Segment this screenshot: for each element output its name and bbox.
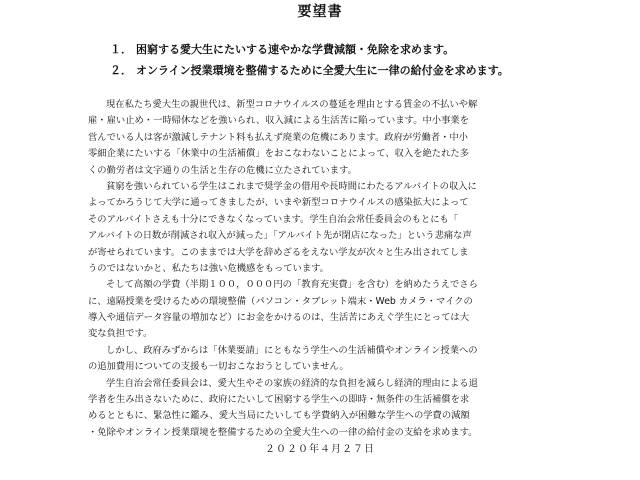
body-line: くの勤労者は文字通りの生活と生存の危機に立たされています。 — [88, 164, 357, 176]
body-line: よってかろうじて大学に通ってきましたが、いまや新型コロナウイルスの感染拡大によって — [88, 197, 469, 209]
body-line: 零細企業にたいする「休業中の生活補償」をおこなわないことによって、収入を絶たれた多 — [88, 148, 469, 160]
body-line: そして高額の学費（半期１００，０００円の「教育充実費」を含む）を納めたうえでさら — [106, 279, 478, 291]
demand-text: 困窮する愛大生にたいする速やかな学費減額・免除を求めます。 — [136, 43, 455, 56]
body-line: 営んでいる人は客が激減しテナント料も払えず廃業の危機にあります。政府が労働者・中小 — [88, 131, 468, 143]
body-line: しかし、政府みずからは「休業要請」にともなう学生への生活補償やオンライン授業への — [106, 344, 478, 356]
body-line: 雇・雇い止め・一時帰休などを強いられ、収入減による生活苦に陥っています。中小事業を — [88, 115, 469, 127]
body-line: に、遠隔授業を受けるための環境整備（パソコン・タブレット端末・Web カメラ・マイクの — [88, 295, 473, 307]
body-line: 学者を生み出さないために、政府にたいして困窮する学生への即時・無条件の生活補償を求 — [88, 394, 470, 406]
document-date: ２０２０年４月２７日 — [265, 444, 375, 455]
body-line: アルバイトの日数が削減され収入が減った」「アルバイト先が閉店になった」という悲痛な声 — [88, 230, 472, 242]
body-line: 貧窮を強いられている学生はこれまで奨学金の借用や長時間にわたるアルバイトの収入に — [106, 180, 477, 192]
body-line: そのアルバイトさえも十分にできなくなっています。学生自治会常任委員会のもとにも「 — [88, 213, 459, 225]
demand-number: １． — [110, 43, 132, 56]
body-line: 導入や通信データ容量の増加など）にお金をかけるのは、生活苦にあえぐ学生にとっては大 — [88, 312, 469, 324]
demand-text: オンライン授業環境を整備するために全愛大生に一律の給付金を求めます。 — [136, 64, 509, 77]
body-line: うのではないかと、私たちは強い危機感をもっています。 — [88, 262, 329, 274]
body-line: めるとともに、緊急性に鑑み、愛大当局にたいしても学費納入が困難な学生への学費の減額 — [88, 410, 470, 422]
document-body — [88, 97, 528, 441]
body-line: 学生自治会常任委員会は、愛大生やその家族の経済的な負担を減らし経済的理由による退 — [106, 377, 478, 389]
body-line: が寄せられています。このままでは大学を辞めざるをえない学友が次々と生み出されてしま — [88, 246, 469, 258]
demand-number: ２． — [110, 64, 132, 77]
document-title: 要望書 — [297, 4, 343, 20]
body-line: 変な負担です。 — [88, 328, 153, 340]
demand-item — [110, 41, 454, 57]
body-line: ・免除やオンライン授業環境を整備するための全愛大生への一律の給付金の支給を求めます。 — [88, 426, 478, 438]
demand-item — [110, 62, 509, 78]
body-line: の追加費用についての支援も一切おこなおうとしていません。 — [88, 361, 349, 373]
body-line: 現在私たち愛大生の親世代は、新型コロナウイルスの蔓延を理由とする賃金の不払いや解 — [106, 99, 478, 110]
